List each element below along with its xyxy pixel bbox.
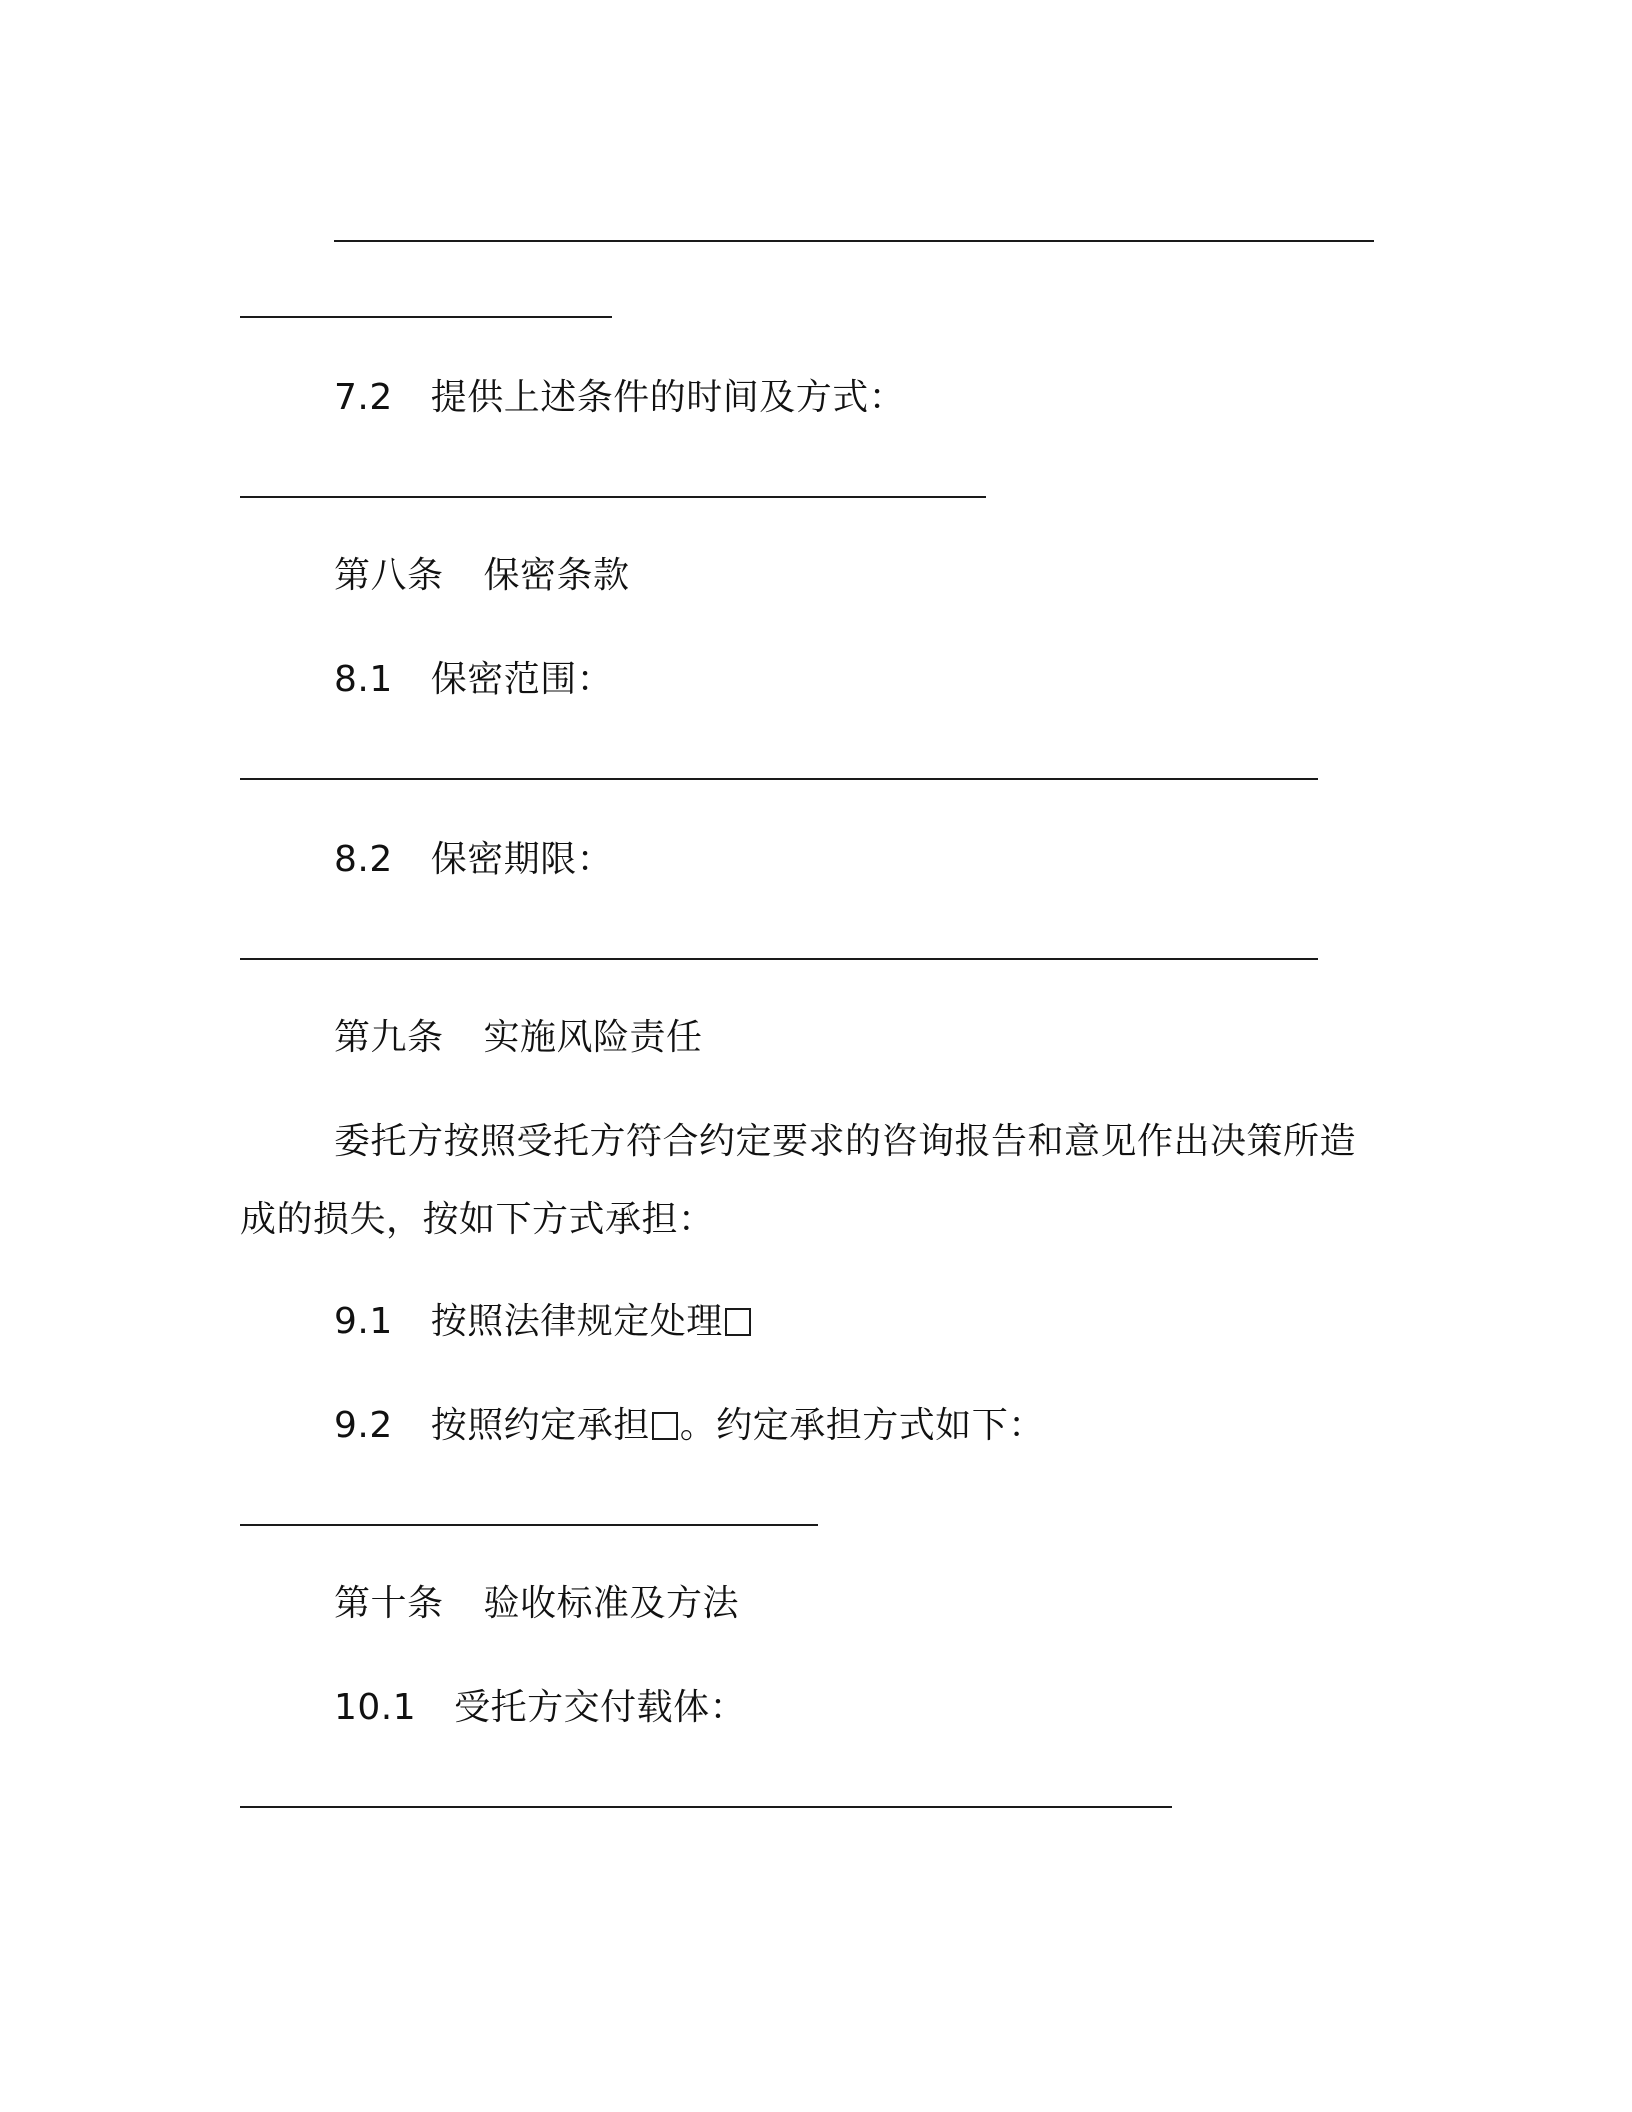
article-9-heading (334, 1016, 703, 1060)
clause-9-1 (334, 1300, 753, 1344)
clause-text: 提供上述条件的时间及方式： (430, 377, 906, 418)
fill-in-blank-line (334, 240, 1374, 242)
clause-text-continued: 。约定承担方式如下： (679, 1405, 1045, 1446)
clause-text: 保密期限： (430, 839, 614, 880)
fill-in-blank-line (240, 778, 1318, 780)
clause-number: 7.2 (334, 377, 393, 418)
clause-text: 按照法律规定处理 (430, 1301, 723, 1342)
clause-text: 按照约定承担 (430, 1405, 650, 1446)
fill-in-blank-line (240, 1806, 1172, 1808)
checkbox[interactable] (652, 1412, 678, 1440)
clause-text: 保密范围： (430, 659, 614, 700)
clause-number: 8.2 (334, 839, 393, 880)
article-number: 第九条 (334, 1017, 444, 1058)
clause-number: 9.2 (334, 1405, 393, 1446)
fill-in-blank-line (240, 1524, 818, 1526)
fill-in-blank-line (240, 496, 986, 498)
clause-8-1 (334, 658, 613, 702)
clause-8-2 (334, 838, 613, 882)
clause-number: 10.1 (334, 1687, 417, 1728)
fill-in-blank-line (240, 316, 612, 318)
clause-number: 8.1 (334, 659, 393, 700)
article-number: 第十条 (334, 1583, 444, 1624)
article-title: 保密条款 (483, 555, 630, 596)
fill-in-blank-line (240, 958, 1318, 960)
article-title: 实施风险责任 (483, 1017, 703, 1058)
article-number: 第八条 (334, 555, 444, 596)
article-title: 验收标准及方法 (483, 1583, 740, 1624)
paragraph-line-2: 成的损失，按如下方式承担： (240, 1199, 715, 1240)
paragraph-line-1: 委托方按照受托方符合约定要求的咨询报告和意见作出决策所造 (334, 1121, 1357, 1162)
article-8-heading (334, 554, 630, 598)
clause-9-2 (334, 1404, 1045, 1448)
clause-7-2 (334, 376, 905, 420)
clause-10-1 (334, 1686, 746, 1730)
clause-text: 受托方交付载体： (454, 1687, 747, 1728)
checkbox[interactable] (725, 1308, 751, 1336)
clause-number: 9.1 (334, 1301, 393, 1342)
article-10-heading (334, 1582, 739, 1626)
